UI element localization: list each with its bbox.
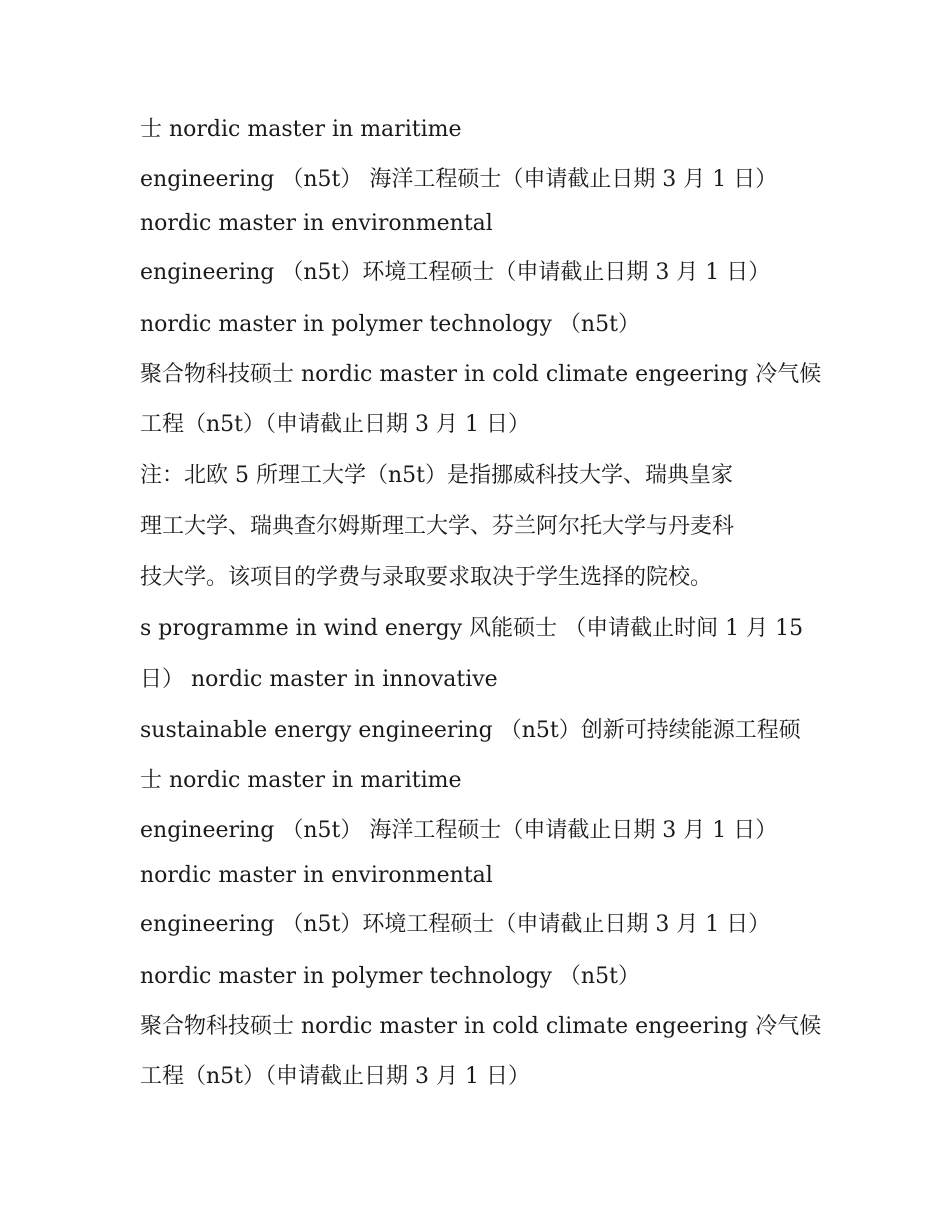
text-line-14: 士 nordic master in maritime xyxy=(140,768,462,793)
text-line-6: 聚合物科技硕士 nordic master in cold climate engeering 冷气候 xyxy=(140,362,822,387)
text-line-15: engineering （n5t） 海洋工程硕士（申请截止日期 3 月 1 日） xyxy=(140,818,778,843)
text-line-11: s programme in wind energy 风能硕士 （申请截止时间 1 月 15 xyxy=(140,616,804,641)
text-line-8: 注：北欧 5 所理工大学（n5t）是指挪威科技大学、瑞典皇家 xyxy=(140,463,733,488)
text-line-2: engineering （n5t） 海洋工程硕士（申请截止日期 3 月 1 日） xyxy=(140,167,778,192)
text-line-19: 聚合物科技硕士 nordic master in cold climate engeering 冷气候 xyxy=(140,1014,822,1039)
text-line-4: engineering （n5t）环境工程硕士（申请截止日期 3 月 1 日） xyxy=(140,260,771,285)
text-line-17: engineering （n5t）环境工程硕士（申请截止日期 3 月 1 日） xyxy=(140,912,771,937)
text-line-16: nordic master in environmental xyxy=(140,863,493,888)
text-line-5: nordic master in polymer technology （n5t） xyxy=(140,312,640,337)
text-line-12: 日） nordic master in innovative xyxy=(140,667,498,692)
text-line-1: 士 nordic master in maritime xyxy=(140,117,462,142)
text-line-9: 理工大学、瑞典查尔姆斯理工大学、芬兰阿尔托大学与丹麦科 xyxy=(140,514,735,539)
text-line-20: 工程（n5t）（申请截止日期 3 月 1 日） xyxy=(140,1064,530,1089)
text-line-13: sustainable energy engineering （n5t）创新可持续能源工程硕 xyxy=(140,718,801,743)
text-line-7: 工程（n5t）（申请截止日期 3 月 1 日） xyxy=(140,412,530,437)
text-line-18: nordic master in polymer technology （n5t） xyxy=(140,964,640,989)
text-line-3: nordic master in environmental xyxy=(140,211,493,236)
text-line-10: 技大学。该项目的学费与录取要求取决于学生选择的院校。 xyxy=(140,565,713,590)
